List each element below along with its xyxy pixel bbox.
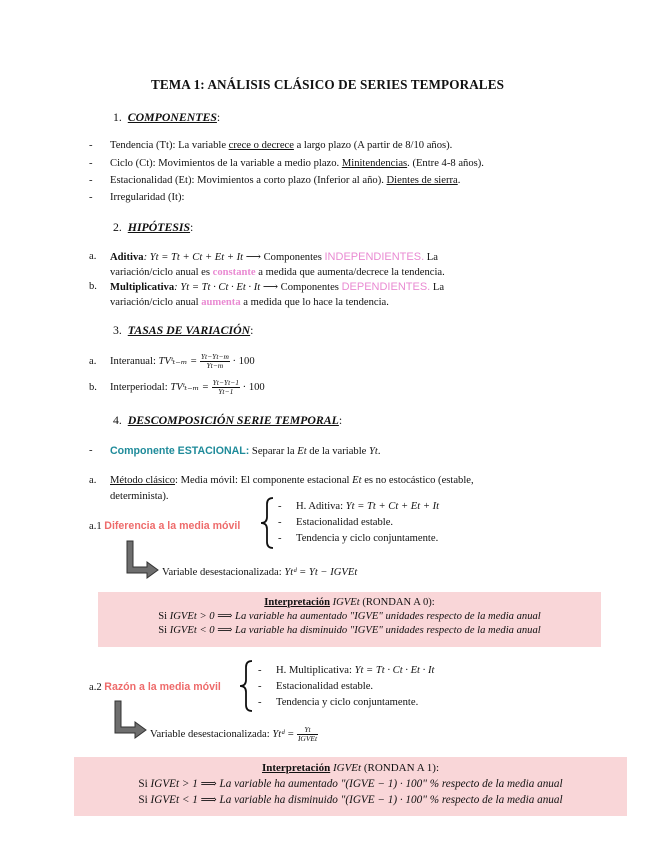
text: Tendencia (Tt): La variable (110, 140, 229, 151)
bullet-dash: - (278, 517, 282, 528)
text: Si (138, 778, 151, 790)
fraction (200, 353, 230, 370)
hypothesis-multiplicativa (89, 280, 444, 295)
text: : Media móvil: El componente estacional (175, 475, 353, 486)
formula: : Yt = Tt · Ct · Et · It (174, 282, 261, 293)
bullet-ciclo (89, 157, 484, 171)
bent-arrow-icon (113, 700, 151, 742)
text: La (424, 252, 438, 263)
text: (RONDAN A 0): (359, 597, 435, 608)
text: H. Aditiva: (296, 501, 346, 512)
text: Variable desestacionalizada: (150, 728, 273, 740)
bullet-dash: - (258, 681, 262, 692)
text: ⟶ Componentes (260, 282, 342, 293)
text: La variable ha aumentado "(IGVE − 1) · 100" % respecto de la media anual (216, 778, 563, 790)
interpretation-box-a2 (74, 757, 627, 816)
text: variación/ciclo anual es (110, 267, 213, 278)
box-title-text: Interpretación (261, 762, 331, 774)
bullet-dash: - (278, 501, 282, 512)
text: . (377, 446, 381, 457)
text: a medida que lo hace la tendencia. (240, 297, 389, 308)
formula-lhs: TVᵗₜ₋ₘ = (170, 381, 209, 393)
text: Irregularidad (It): (110, 192, 185, 203)
text: (RONDAN A 1): (361, 762, 439, 774)
box-title-text: Interpretación (264, 597, 330, 608)
box-line-2 (98, 624, 601, 637)
formula: Et (297, 446, 307, 457)
bullet-dash: - (258, 665, 262, 676)
fraction (297, 726, 318, 743)
section-number: 2. (113, 220, 122, 234)
bullet-dash: - (258, 697, 262, 708)
text: Tendencia y ciclo conjuntamente. (296, 533, 439, 544)
bullet-dash: - (89, 445, 93, 456)
bullet-dash: - (89, 175, 93, 186)
hypothesis-multiplicativa-line2 (110, 296, 389, 310)
text: Estacionalidad estable. (276, 681, 374, 692)
keyword: aumenta (201, 297, 241, 308)
box-title (74, 762, 627, 775)
tasa-interanual (89, 353, 255, 370)
a1-item-1 (278, 500, 439, 514)
underlined-text: crece o decrece (228, 140, 294, 151)
red-label: Diferencia a la media móvil (104, 520, 241, 532)
componente-estacional (89, 444, 381, 459)
section-4-heading (113, 413, 342, 428)
text: H. Multiplicativa: (276, 665, 355, 676)
list-letter: b. (89, 382, 97, 393)
text: Si (158, 611, 170, 622)
list-letter: b. (89, 281, 97, 292)
formula: Ytᵈ = Yt − IGVEt (284, 567, 358, 578)
formula: IGVEt > 0 ⟹ (169, 611, 233, 622)
bullet-dash: - (89, 158, 93, 169)
list-letter: a. (89, 475, 97, 486)
bullet-tendencia (89, 139, 452, 153)
a1-result (162, 566, 357, 580)
section-1-heading (113, 110, 220, 125)
numerator: Yt−Yt−1 (212, 378, 239, 387)
text: Si (138, 794, 151, 806)
text: Estacionalidad (Et): Movimientos a corto plazo (Inferior al año). (110, 175, 387, 186)
metodo-clasico (89, 474, 474, 488)
keyword: DEPENDIENTES. (341, 281, 431, 293)
formula: Yt = Tt · Ct · Et · It (354, 665, 435, 676)
underlined-text: Minitendencias (341, 158, 408, 169)
underlined-text: Método clásico (110, 475, 176, 486)
formula: Yt (369, 446, 378, 457)
bullet-irregularidad (89, 191, 184, 205)
text: . (457, 175, 461, 186)
metodo-clasico-line2: determinista). (110, 491, 169, 502)
a2-item-3 (258, 696, 418, 710)
keyword: INDEPENDIENTES. (324, 251, 425, 263)
text: Ciclo (Ct): Movimientos de la variable a medio plazo. (110, 158, 342, 169)
text: Separar la (249, 446, 298, 457)
section-2-heading (113, 220, 193, 235)
formula: Et (352, 475, 362, 486)
text: La variable ha disminuido "IGVE" unidades respecto de la media anual (232, 625, 541, 636)
text: Interanual: (110, 355, 159, 367)
formula: Yt = Tt + Ct + Et + It (345, 501, 440, 512)
hypothesis-aditiva-line2 (110, 266, 445, 280)
formula: IGVEt (329, 597, 360, 608)
text: a largo plazo (A partir de 8/10 años). (293, 140, 453, 151)
formula-lhs: TVᵗₜ₋ₘ = (158, 355, 198, 367)
colon: : (190, 220, 194, 234)
a1-label (89, 519, 240, 534)
section-title: DESCOMPOSICIÓN SERIE TEMPORAL (127, 413, 339, 427)
section-number: 4. (113, 413, 122, 427)
formula-rhs: · 100 (242, 381, 265, 393)
section-title: COMPONENTES (127, 110, 217, 124)
bullet-dash: - (89, 140, 93, 151)
page-title: TEMA 1: ANÁLISIS CLÁSICO DE SERIES TEMPORALES (150, 77, 505, 92)
denominator: IGVEt (297, 734, 318, 743)
text: La (430, 282, 445, 293)
denominator: Yt−m (206, 361, 224, 370)
red-label: Razón a la media móvil (104, 681, 221, 693)
text: La variable ha disminuido "(IGVE − 1) · 100" % respecto de la media anual (216, 794, 563, 806)
text: La variable ha aumentado "IGVE" unidades respecto de la media anual (232, 611, 541, 622)
a1-item-3 (278, 532, 438, 546)
colon: : (338, 413, 343, 427)
a2-label (89, 680, 221, 695)
curly-brace-icon (258, 496, 276, 550)
text: variación/ciclo anual (110, 297, 202, 308)
text: a medida que aumenta/decrece la tendencia. (255, 267, 445, 278)
keyword: constante (212, 267, 256, 278)
formula: IGVEt > 1 ⟹ (150, 778, 217, 790)
list-letter: a. (89, 251, 97, 262)
section-3-heading (113, 323, 253, 338)
text: de la variable (306, 446, 370, 457)
teal-label: Componente ESTACIONAL: (110, 445, 250, 457)
text: a.2 (89, 682, 105, 693)
underlined-text: Dientes de sierra (386, 175, 458, 186)
section-title: TASAS DE VARIACIÓN (127, 323, 251, 337)
bullet-dash: - (89, 192, 93, 203)
tasa-interperiodal (89, 379, 265, 396)
text: Variable desestacionalizada: (162, 567, 285, 578)
numerator: Yt−Yt−m (200, 352, 229, 361)
formula: IGVEt (330, 762, 362, 774)
formula: : Yt = Tt + Ct + Et + It (143, 252, 244, 263)
hypothesis-aditiva (89, 250, 438, 265)
formula: IGVEt < 1 ⟹ (150, 794, 217, 806)
text: Si (158, 625, 170, 636)
box-line-1 (74, 778, 627, 791)
hypothesis-name: Aditiva (110, 252, 144, 263)
text: Interperiodal: (110, 381, 171, 393)
numerator: Yt (297, 726, 318, 735)
box-title (98, 596, 601, 609)
colon: : (216, 110, 221, 124)
hypothesis-name: Multiplicativa (110, 282, 175, 293)
box-line-1 (98, 610, 601, 623)
text: Tendencia y ciclo conjuntamente. (276, 697, 419, 708)
text: ⟶ Componentes (243, 252, 325, 263)
formula: IGVEt < 0 ⟹ (169, 625, 233, 636)
bent-arrow-icon (125, 540, 163, 582)
text: . (Entre 4-8 años). (407, 158, 484, 169)
formula-lhs: Ytᵈ = (272, 728, 295, 740)
a2-item-2 (258, 680, 373, 694)
section-number: 1. (113, 110, 122, 124)
text: a.1 (89, 521, 105, 532)
text: es no estocástico (estable, (361, 475, 474, 486)
denominator: Yt−1 (218, 387, 234, 396)
a1-item-2 (278, 516, 393, 530)
interpretation-box-a1 (98, 592, 601, 647)
colon: : (250, 323, 254, 337)
bullet-estacionalidad (89, 174, 460, 188)
a2-result (150, 726, 318, 743)
fraction (212, 379, 240, 396)
section-number: 3. (113, 323, 122, 337)
list-letter: a. (89, 356, 97, 367)
bullet-dash: - (278, 533, 282, 544)
a2-item-1 (258, 664, 434, 678)
text: Estacionalidad estable. (296, 517, 394, 528)
section-title: HIPÓTESIS (127, 220, 191, 234)
curly-brace-icon (237, 659, 255, 713)
box-line-2 (74, 794, 627, 807)
formula-rhs: · 100 (232, 355, 255, 367)
